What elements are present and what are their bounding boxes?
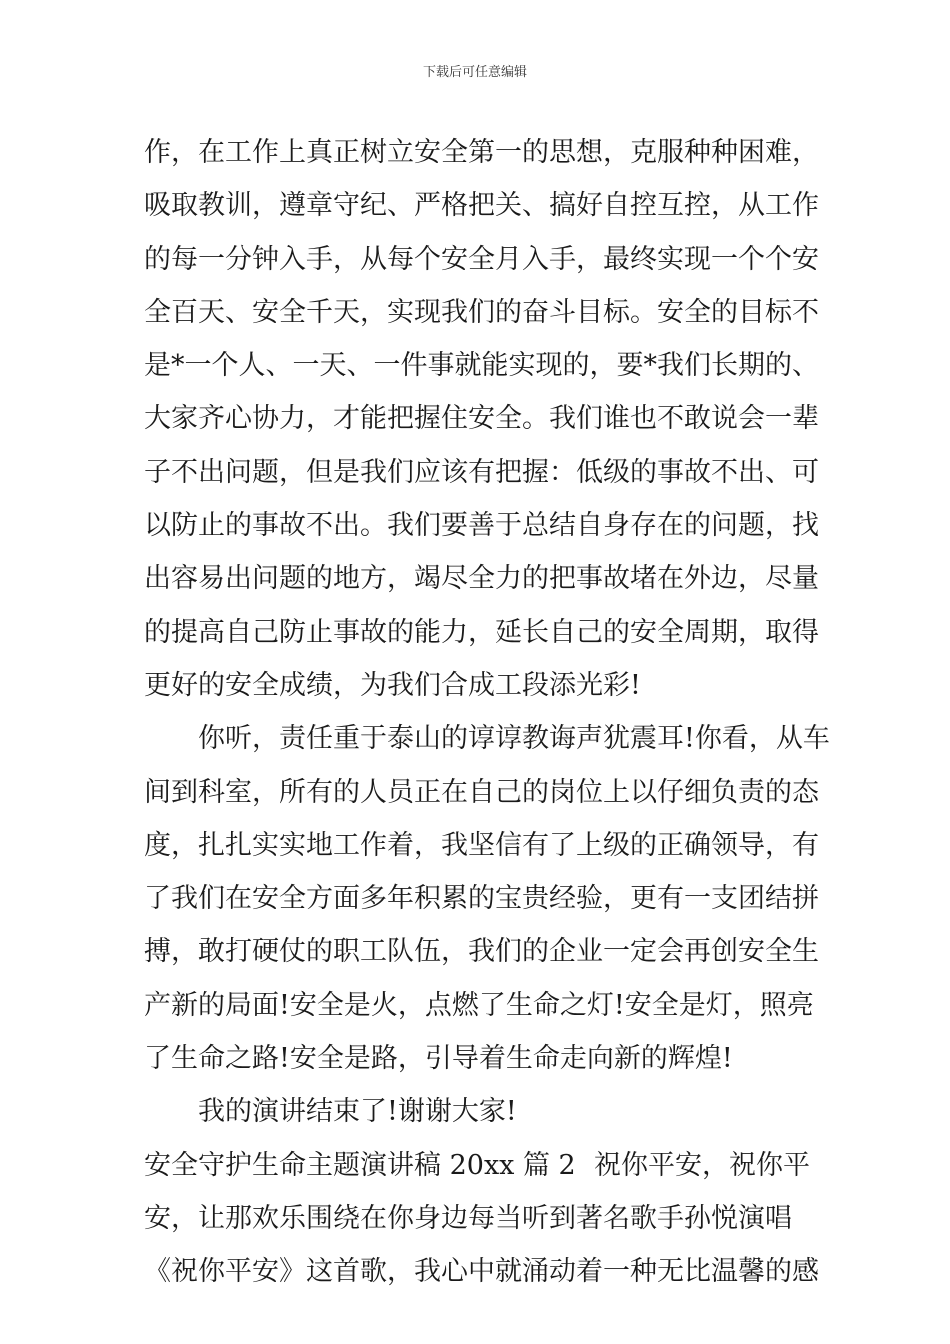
- text-line: 更好的安全成绩，为我们合成工段添光彩!: [144, 669, 641, 701]
- section-heading-line: [144, 1139, 809, 1192]
- section-title: 安全守护生命主题演讲稿 20xx 篇 2: [144, 1149, 576, 1181]
- section-first-line: 祝你平安，祝你平: [594, 1149, 810, 1181]
- text-line: 安，让那欢乐围绕在你身边每当听到著名歌手孙悦演唱: [144, 1202, 792, 1234]
- text-line: 出容易出问题的地方，竭尽全力的把事故堵在外边，尽量: [144, 563, 819, 595]
- text-line: 间到科室，所有的人员正在自己的岗位上以仔细负责的态: [144, 776, 819, 808]
- text-line: 子不出问题，但是我们应该有把握：低级的事故不出、可: [144, 456, 819, 488]
- page-header-note: 下载后可任意编辑: [422, 65, 527, 80]
- text-line: 吸取教训，遵章守纪、严格把关、搞好自控互控，从工作: [144, 190, 819, 222]
- text-line: 产新的局面!安全是火，点燃了生命之灯!安全是灯，照亮: [144, 989, 814, 1021]
- closing-line: 我的演讲结束了!谢谢大家!: [198, 1096, 517, 1128]
- text-line: 是*一个人、一天、一件事就能实现的，要*我们长期的、: [144, 350, 819, 382]
- text-line: 度，扎扎实实地工作着，我坚信有了上级的正确领导，有: [144, 829, 819, 861]
- text-line: 《祝你平安》这首歌，我心中就涌动着一种无比温馨的感: [144, 1256, 819, 1288]
- paragraph-start-line: 你听，责任重于泰山的谆谆教诲声犹震耳!你看，从车: [198, 723, 830, 755]
- text-line: 大家齐心协力，才能把握住安全。我们谁也不敢说会一辈: [144, 403, 819, 435]
- text-line: 以防止的事故不出。我们要善于总结自身存在的问题，找: [144, 510, 819, 542]
- text-line: 搏，敢打硬仗的职工队伍，我们的企业一定会再创安全生: [144, 936, 819, 968]
- text-line: 的提高自己防止事故的能力，延长自己的安全周期，取得: [144, 616, 819, 648]
- text-line: 作，在工作上真正树立安全第一的思想，克服种种困难，: [144, 137, 819, 168]
- text-line: 全百天、安全千天，实现我们的奋斗目标。安全的目标不: [144, 296, 819, 328]
- text-line: 了我们在安全方面多年积累的宝贵经验，更有一支团结拼: [144, 883, 819, 915]
- text-line: 的每一分钟入手，从每个安全月入手，最终实现一个个安: [144, 243, 819, 275]
- document-body: [144, 126, 830, 1299]
- text-line: 了生命之路!安全是路，引导着生命走向新的辉煌!: [144, 1043, 733, 1075]
